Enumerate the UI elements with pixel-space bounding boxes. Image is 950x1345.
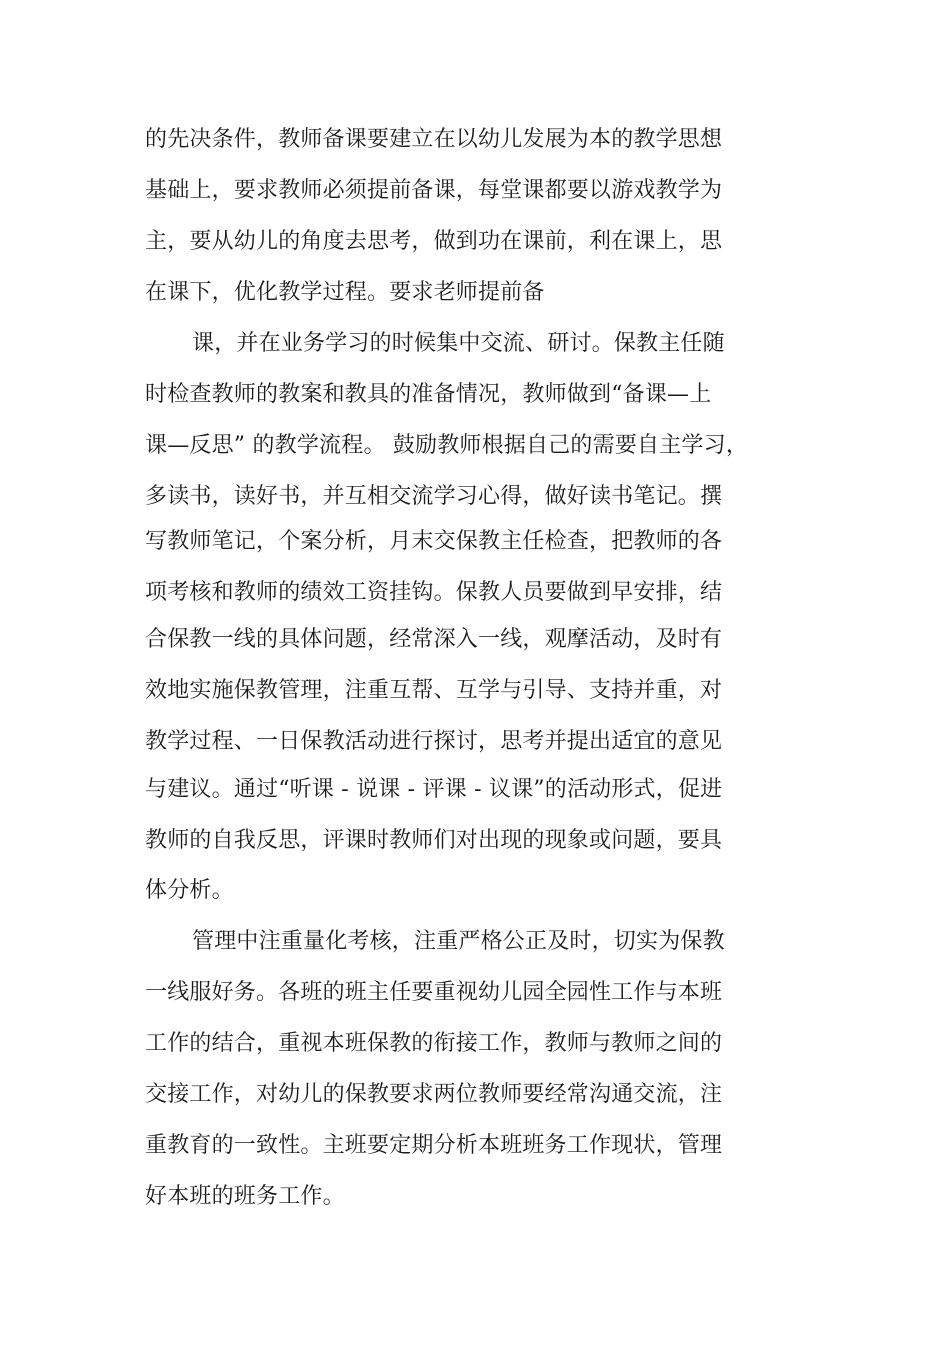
text-line: 一线服好务。各班的班主任要重视幼儿园全园性工作与本班 [145,980,723,1005]
text-line: 写教师笔记，个案分析，月末交保教主任检查，把教师的各 [145,529,723,554]
text-line: 教师的自我反思，评课时教师们对出现的现象或问题，要具 [145,828,723,853]
text-line: 交接工作，对幼儿的保教要求两位教师要经常沟通交流，注 [145,1082,723,1107]
text-line: 体分析。 [145,878,234,903]
text-line: 好本班的班务工作。 [145,1184,345,1209]
text-line: 的先决条件，教师备课要建立在以幼儿发展为本的教学思想 [145,127,723,152]
text-line: 时检查教师的教案和教具的准备情况，教师做到“备课—上 [145,382,712,407]
text-line: 效地实施保教管理，注重互帮、互学与引导、支持并重，对 [145,678,723,703]
text-line: 与建议。通过“听课 - 说课 - 评课 - 议课”的活动形式，促进 [145,777,723,802]
text-line: 教学过程、一日保教活动进行探讨，思考并提出适宜的意见 [145,729,723,754]
text-line: 多读书，读好书，并互相交流学习心得，做好读书笔记。撰 [145,484,723,509]
text-line: 课，并在业务学习的时候集中交流、研讨。保教主任随 [192,331,725,356]
text-line: 重教育的一致性。主班要定期分析本班班务工作现状，管理 [145,1133,723,1158]
text-line: 工作的结合，重视本班保教的衔接工作，教师与教师之间的 [145,1031,723,1056]
text-line: 主，要从幼儿的角度去思考，做到功在课前，利在课上，思 [145,229,723,254]
text-line: 基础上，要求教师必须提前备课，每堂课都要以游戏教学为 [145,178,723,203]
text-line: 课—反思” 的教学流程。 鼓励教师根据自己的需要自主学习， [145,433,749,458]
text-line: 管理中注重量化考核，注重严格公正及时，切实为保教 [192,929,725,954]
text-line: 项考核和教师的绩效工资挂钩。保教人员要做到早安排，结 [145,580,723,605]
text-line: 在课下，优化教学过程。要求老师提前备 [145,280,545,305]
text-line: 合保教一线的具体问题，经常深入一线，观摩活动，及时有 [145,627,723,652]
